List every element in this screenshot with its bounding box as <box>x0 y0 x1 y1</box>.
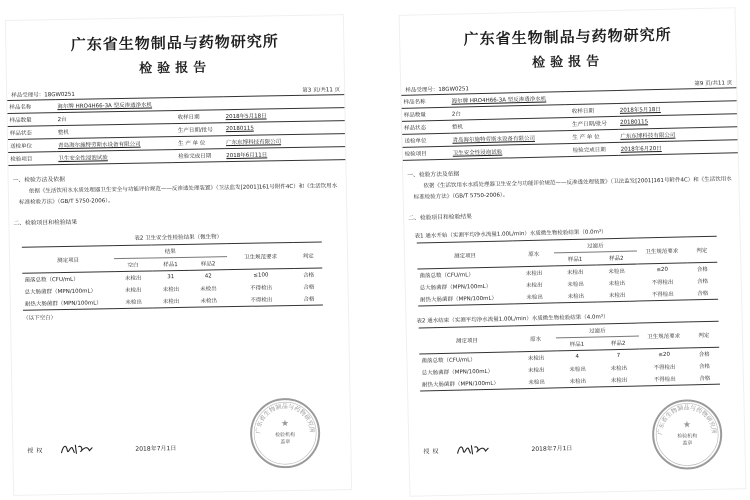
row-origin: 未检出 <box>527 355 545 363</box>
col-sample2: 样品2 <box>189 257 227 271</box>
col-origin: 原水 <box>513 240 555 267</box>
col-sample2: 样品2 <box>596 251 638 265</box>
svg-text:★: ★ <box>280 419 290 430</box>
row-sample1: 未检出 <box>162 286 180 294</box>
label-production: 生产日期/批号 <box>566 116 618 130</box>
section-methods: 一、检验方法及依据 <box>407 171 460 179</box>
official-seal <box>649 397 725 473</box>
value-finish-date: 2018年6月20日 <box>619 140 738 156</box>
label-receive-date: 收样日期 <box>171 110 223 124</box>
row-sample2: 未检出 <box>190 294 228 307</box>
row-sample2: 42 <box>204 273 212 280</box>
value-sample-name: 海尔牌 HRO4H66-3A 型反渗透净水机 <box>449 88 736 108</box>
row-judge: 合格 <box>303 272 315 279</box>
table1-caption: 表1 通水开始（实测平均净水流量1.00L/min）水质微生物检验结果（0.0m³） <box>414 229 607 240</box>
label-sample-name: 样品名称 <box>7 100 55 114</box>
label-finish-date: 检验完成日期 <box>172 149 224 163</box>
sample-info-table <box>7 94 345 166</box>
row-judge: 合格 <box>690 372 720 385</box>
label-state: 样品状态 <box>8 126 56 140</box>
methods-paragraph: 依据《生活饮用水水质处理器卫生安全与功能评价规范——反渗透处理装置》（卫法监发[2001]161号附件4C）和《生活饮用水标准检验方法》（GB/T 5750-2006）。 <box>413 176 732 201</box>
results-table-start <box>417 236 718 307</box>
row-judge: 合格 <box>295 292 323 305</box>
row-item: 总大肠菌群（MPN/100mL） <box>24 288 97 296</box>
label-quantity: 样品数量 <box>402 107 450 121</box>
label-production: 生产日期/批号 <box>172 123 224 137</box>
col-standard: 卫生规范要求 <box>638 322 689 349</box>
signature <box>59 441 95 456</box>
report-page-left <box>6 15 351 495</box>
row-origin: 未检出 <box>525 270 543 278</box>
row-blank: 未检出 <box>124 275 142 282</box>
value-test-item: 卫生安全性浸泡试验 <box>451 144 567 160</box>
signature <box>455 442 491 457</box>
receipt-number: 样品受理号：18GW0251 <box>11 91 75 99</box>
report-page-right <box>400 8 746 495</box>
page-number: 第9 页/共11 页 <box>694 80 733 88</box>
row-sample2: 未检出 <box>608 268 625 276</box>
row-sample1: 未检出 <box>569 366 586 374</box>
row-item: 菌落总数（CFU/mL） <box>419 272 474 280</box>
row-item: 总大肠菌群（MPN/100mL） <box>421 368 494 377</box>
value-manufacturer: 广东东博科技有限公司 <box>224 134 345 149</box>
seal-ring-text: 广东省生物制品与药物研究所 <box>657 404 718 436</box>
row-judge: 合格 <box>698 363 711 371</box>
authorized-label: 授权 <box>423 447 442 455</box>
doc-title: 检验报告 <box>139 60 212 77</box>
row-standard: 不得检出 <box>227 293 295 307</box>
value-client: 青岛海尔施特劳斯水设备有限公司 <box>450 131 566 147</box>
label-client: 送检单位 <box>8 139 56 153</box>
value-test-item: 卫生安全性浸泡试验 <box>56 150 172 165</box>
table-caption: 表2 卫生安全性检验结果（微生物） <box>134 234 223 242</box>
row-sample1: 未检出 <box>557 374 599 387</box>
row-standard: 不得检出 <box>653 364 676 372</box>
row-item: 菌落总数（CFU/mL） <box>421 357 476 365</box>
row-sample1: 未检出 <box>152 295 190 308</box>
value-production: 20180115 <box>618 114 737 130</box>
col-after: 过滤后 <box>556 323 639 338</box>
blank-below-note: （以下空白） <box>23 315 57 322</box>
row-sample2: 未检出 <box>200 286 217 293</box>
report-date: 2018年7月1日 <box>135 444 177 453</box>
row-origin: 未检出 <box>516 375 558 388</box>
seal-line-2: 盖章 <box>682 440 693 447</box>
label-test-item: 检验项目 <box>8 152 56 166</box>
col-blank: 空白 <box>114 258 152 272</box>
label-test-item: 检验项目 <box>403 146 451 160</box>
row-item: 耐热大肠菌群（MPN/100mL） <box>418 291 514 306</box>
section-results: 二、检验项目和检验结果 <box>13 219 78 227</box>
row-judge: 合格 <box>697 278 709 286</box>
col-origin: 原水 <box>515 325 557 352</box>
col-after: 过滤后 <box>554 238 637 253</box>
value-receive-date: 2018年5月18日 <box>618 101 737 117</box>
col-sample1: 样品1 <box>152 257 190 271</box>
row-standard: ≤20 <box>658 351 671 359</box>
row-item: 耐热大肠菌群（MPN/100mL） <box>23 296 115 310</box>
seal-line-1: 检验机构 <box>677 433 698 440</box>
official-seal <box>247 396 322 471</box>
row-item: 耐热大肠菌群（MPN/100mL） <box>420 376 516 391</box>
org-title: 广东省生物制品与药物研究所 <box>463 25 672 49</box>
page-number: 第3 页/共11 页 <box>302 87 341 94</box>
row-standard: 不得检出 <box>640 372 690 386</box>
label-sample-name: 样品名称 <box>401 94 449 108</box>
row-origin: 未检出 <box>514 290 556 303</box>
col-sample1: 样品1 <box>554 252 596 266</box>
authorized-label: 授权 <box>27 446 46 455</box>
row-judge: 合格 <box>698 351 710 359</box>
col-result: 结果 <box>114 244 227 259</box>
label-state: 样品状态 <box>402 120 450 134</box>
row-sample2: 未检出 <box>608 280 626 288</box>
row-origin: 未检出 <box>526 282 543 290</box>
value-quantity: 2台 <box>450 105 566 121</box>
row-sample1: 4 <box>575 353 580 360</box>
label-quantity: 样品数量 <box>8 113 56 127</box>
row-blank: 未检出 <box>115 295 153 308</box>
col-sample1: 样品1 <box>556 337 598 351</box>
row-item: 总大肠菌群（MPN/100mL） <box>419 283 492 292</box>
row-sample1: 未检出 <box>567 281 584 289</box>
col-judge: 判定 <box>688 321 719 348</box>
value-production: 20180115 <box>224 121 345 136</box>
row-sample1: 31 <box>167 274 175 281</box>
row-sample1: 未检出 <box>555 289 597 302</box>
row-sample2: 未检出 <box>596 289 638 302</box>
value-quantity: 2台 <box>55 111 171 126</box>
seal-line-2: 盖章 <box>280 439 291 446</box>
label-manufacturer: 生 产 单 位 <box>566 129 618 143</box>
row-judge: 合格 <box>688 287 718 300</box>
value-state: 整机 <box>450 118 566 134</box>
row-item: 菌落总数（CFU/mL） <box>24 276 79 284</box>
seal-line-1: 检验机构 <box>275 431 296 439</box>
row-judge: 合格 <box>303 284 315 291</box>
section-results: 二、检验项目和检验结果 <box>408 214 473 222</box>
row-sample2: 未检出 <box>598 374 640 387</box>
row-standard: 不得检出 <box>250 285 273 292</box>
label-receive-date: 收样日期 <box>566 103 618 117</box>
doc-title: 检验报告 <box>532 54 605 71</box>
label-client: 送检单位 <box>402 133 450 147</box>
value-manufacturer: 广东东博科技有限公司 <box>618 127 737 143</box>
row-sample2: 未检出 <box>610 365 628 373</box>
row-standard: ≤100 <box>253 272 269 279</box>
value-receive-date: 2018年5月18日 <box>223 108 344 123</box>
row-judge: 合格 <box>696 266 708 274</box>
row-blank: 未检出 <box>125 287 142 294</box>
col-item: 测定项目 <box>22 246 114 274</box>
row-standard: 不得检出 <box>651 279 674 287</box>
svg-text:★: ★ <box>682 420 692 431</box>
row-standard: 不得检出 <box>638 287 688 301</box>
sample-info-table <box>401 87 737 161</box>
row-sample2: 7 <box>616 352 621 360</box>
value-finish-date: 2018年6月11日 <box>224 147 345 162</box>
col-judge: 判定 <box>686 236 717 263</box>
value-sample-name: 海尔牌 HRO4H66-3A 型反渗透净水机 <box>55 95 344 113</box>
col-item: 测定项目 <box>417 241 514 269</box>
label-finish-date: 检验完成日期 <box>567 142 619 156</box>
col-item: 测定项目 <box>419 326 516 354</box>
methods-paragraph: 依据《生活饮用水水质处理器卫生安全与功能评价规范——反渗透处理装置》（卫法监发[2001]161号附件4C）和《生活饮用水标准检验方法》（GB/T 5750-2006）。 <box>19 183 338 206</box>
row-sample1: 未检出 <box>567 269 584 277</box>
col-standard: 卫生规范要求 <box>226 242 294 269</box>
col-judge: 判定 <box>294 242 322 268</box>
report-date: 2018年7月1日 <box>531 444 573 453</box>
col-sample2: 样品2 <box>597 336 639 350</box>
seal-ring-text: 广东省生物制品与药物研究所 <box>254 403 316 434</box>
results-table-end <box>419 321 720 392</box>
row-origin: 未检出 <box>527 367 545 375</box>
results-table <box>22 241 323 310</box>
value-client: 青岛海尔施特劳斯水设备有限公司 <box>56 137 172 152</box>
label-manufacturer: 生 产 单 位 <box>172 136 224 150</box>
table2-caption: 表2 通水结束（实测平均净水流量1.00L/min）水质微生物检验结果（4.0m³） <box>416 314 609 325</box>
row-standard: ≤20 <box>656 266 669 274</box>
col-standard: 卫生规范要求 <box>636 237 687 264</box>
value-state: 整机 <box>56 124 172 139</box>
org-title: 广东省生物制品与药物研究所 <box>70 32 279 54</box>
receipt-number: 样品受理号：18GW0251 <box>405 86 470 94</box>
section-methods: 一、检验方法及依据 <box>12 176 65 184</box>
